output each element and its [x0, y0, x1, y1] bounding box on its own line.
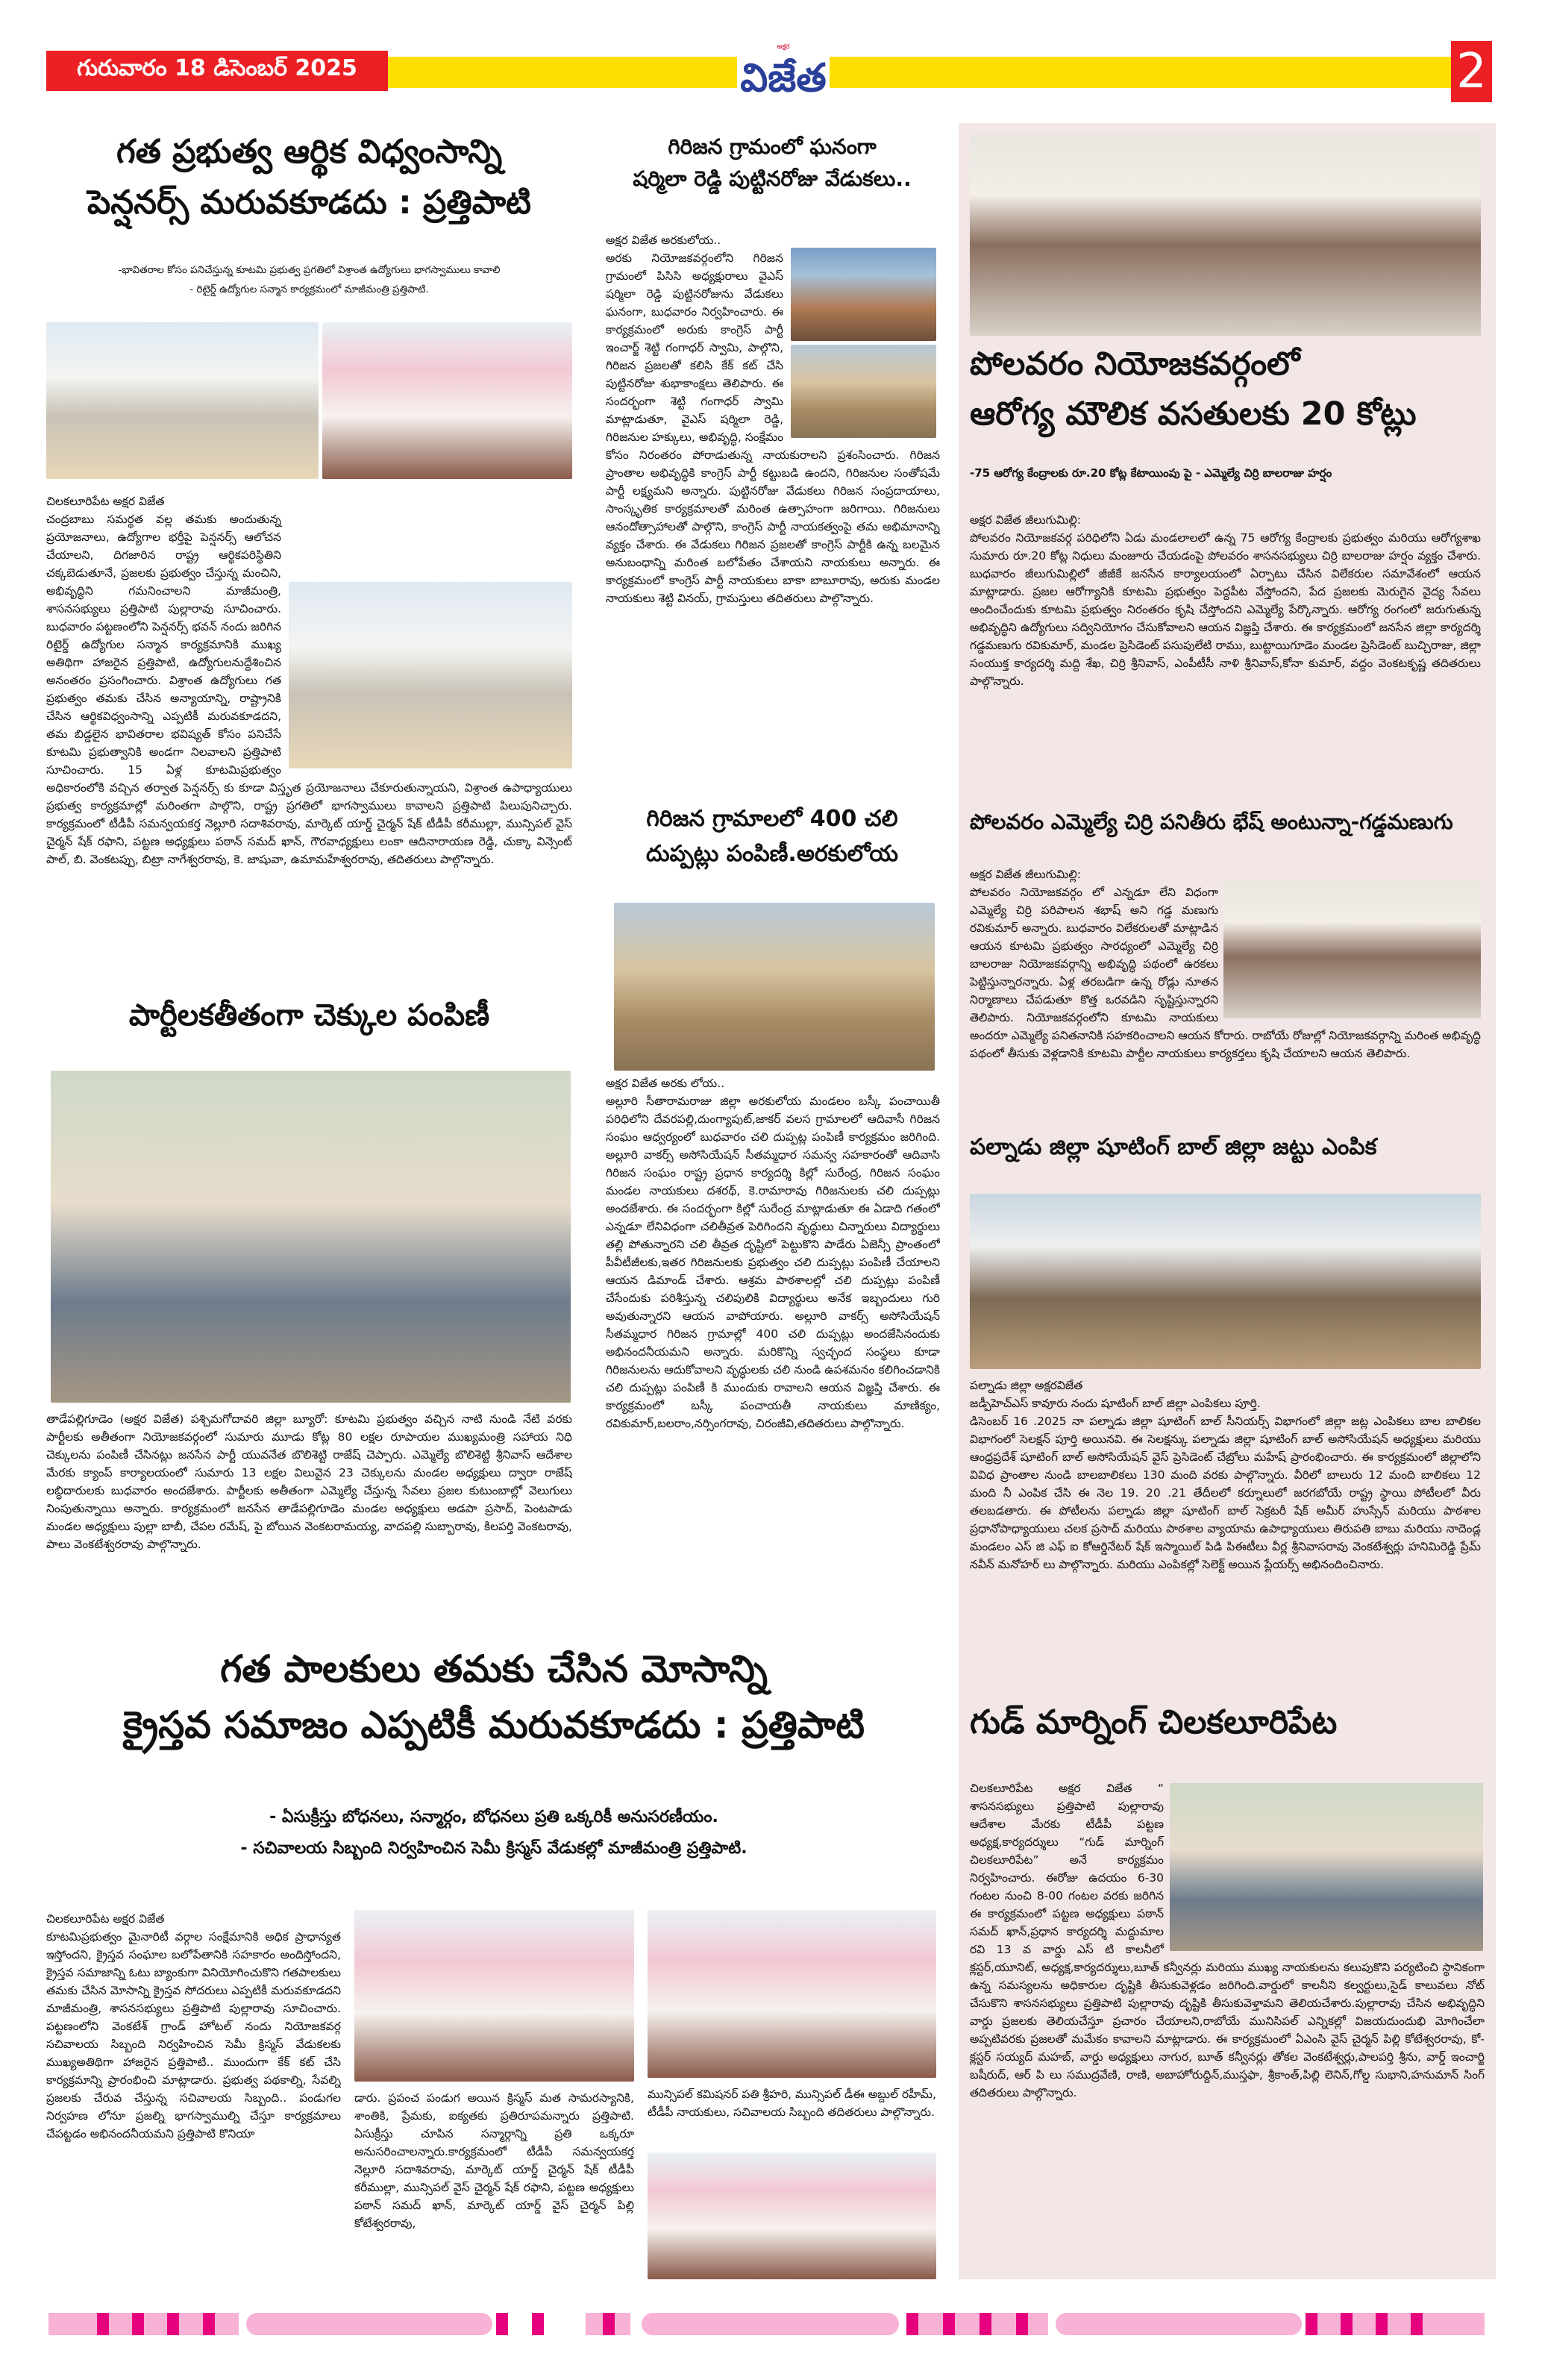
- christmas-headline: [46, 1641, 941, 1753]
- blankets-article-body: [606, 1074, 940, 1626]
- retirees-felicitation-photo-2: [322, 322, 572, 479]
- lead-text: జడ్పీహెచ్ఎస్ కావూరు నందు షూటింగ్ బాల్ జిల్లా ఎంపికలు పూర్తి.: [970, 1397, 1261, 1411]
- dateline: అక్షర విజేత జీలుగుమిల్లి:: [970, 513, 1082, 527]
- good-morning-body: [970, 1779, 1485, 2264]
- christmas-body-col3: మున్సిపల్ కమిషనర్ పతి శ్రీహరి, మున్సిపల్ డీఈ అబ్దుల్ రహీమ్, టీడీపీ నాయకులు, సచివాలయ సిబ్బంది తదితరులు పాల్గొన్నారు.: [648, 2088, 936, 2120]
- article-text: కూటమిప్రభుత్వం మైనారిటీ వర్గాల సంక్షేమానికి అధిక ప్రాధాన్యత ఇస్తోందని, క్రైస్తవ సంఘాల బలోపేతానికి సహకారం అందిస్తోందని, క్రైస్తవ సమాజాన్ని ఓటు బ్యాంకుగా వినియోగించుకొని గతపాలకులు తమకు చేసిన మోసాన్ని క్రైస్తవ సోదరులు ఎప్పటికీ మరువకూడదని మాజీమంత్రి, శాసనసభ్యులు ప్రత్తిపాటి పుల్లారావు సూచించారు. పట్టణంలోని వెంకటేశ్ గ్రాండ్ హోటల్ నందు నియోజకవర్గ సచివాలయ సిబ్బంది నిర్వహించిన సెమీ క్రిస్మస్ వేడుకలకు ముఖ్యఅతిథిగా హాజరైన ప్రత్తిపాటి.. ముందుగా కేక్ కట్ చేసి కార్యక్రమాన్ని ప్రారంభించి మాట్లాడారు. ప్రభుత్వ పథకాల్ని, సేవల్ని ప్రజలకు చేరువ చేస్తున్న సచివాలయ సిబ్బంది.. పండుగల నిర్వహణ లోనూ ప్రజల్ని భాగస్వాముల్ని చేస్తూ కార్యక్రమాలు చేపట్టడం అభినందనీయమని ప్రత్తిపాటి కొనియా: [46, 1930, 341, 2141]
- gaddamanugu-body: [970, 865, 1481, 1119]
- sharmila-article-body: [606, 231, 940, 798]
- pensioners-article-body: [46, 492, 572, 970]
- logo-text: విజేత: [740, 55, 827, 101]
- dateline: అక్షర విజేత అరకులోయ..: [606, 234, 721, 247]
- pensioners-subheads: [46, 261, 572, 299]
- article-text: అరకు నియోజకవర్గంలోని గిరిజన గ్రామంలో పిసిసి అధ్యక్షురాలు వైఎస్ షర్మిలా రెడ్డి పుట్టినరోజును వేడుకలు ఘనంగా, బుధవారం నిర్వహించారు. ఈ కార్యక్రమంలో అరుకు కాంగ్రెస్ పార్టీ ఇంచార్జ్ శెట్టి గంగాధర్ స్వామి, పాల్గొని, గిరిజన ప్రజలతో కలిసి కేక్ కట్ చేసి పుట్టినరోజు శుభాకాంక్షలు తెలిపారు. ఈ సందర్భంగా శెట్టి గంగాధర్ స్వామి మాట్లాడుతూ, వైఎస్ షర్మిలా రెడ్డి, గిరిజనుల హక్కులు, అభివృద్ధి, సంక్షేమం కోసం నిరంతరం పోరాడుతున్న నాయకురాలని ప్రశంసించారు. గిరిజన ప్రాంతాల అభివృద్ధికి కాంగ్రెస్ పార్టీ కట్టుబడి ఉందని, గిరిజనుల సంతోషమే పార్టీ లక్ష్యమని అన్నారు. పుట్టినరోజు వేడుకలు గిరిజన సంప్రదాయాలు, సాంస్కృతిక కార్యక్రమాలతో మరింత ఉత్సాహంగా జరిగాయి. గిరిజనులు ఆనందోత్సాహాలతో పాల్గొని, కాంగ్రెస్ పార్టీ నాయకత్వంపై తమ అభిమానాన్ని వ్యక్తం చేశారు. ఈ వేడుకలు గిరిజన ప్రజలతో కాంగ్రెస్ పార్టీకి ఉన్న బలమైన అనుబంధాన్ని మరింత బలోపేతం చేశాయని నాయకులు అన్నారు. ఈ కార్యక్రమంలో కాంగ్రెస్ పార్టీ నాయకులు బాకా బాబూరావు, అరుకు మండల నాయకులు శెట్టి వినయ్, గ్రామస్తులు తదితరులు పాల్గొన్నారు.: [606, 251, 940, 606]
- gaddamanugu-headline: పోలవరం ఎమ్మెల్యే చిర్రి పనితీరు భేష్ అంటున్నా-గడ్డమణుగు: [970, 809, 1453, 834]
- headline-line: గిరిజన గ్రామంలో ఘనంగా: [668, 134, 877, 159]
- shooting-ball-team-photo: [970, 1194, 1481, 1369]
- polavaram-health-subhead: -75 ఆరోగ్య కేంద్రాలకు రూ.20 కోట్ల కేటాయింపు పై - ఎమ్మెల్యే చిర్రి బాలరాజు హర్షం: [970, 466, 1332, 480]
- sharmila-headline: [604, 131, 940, 195]
- cheques-article-body: తాడేపల్లిగూడెం (అక్షర విజేత) పశ్చిమగోదావరి జిల్లా బ్యూరో: కూటమి ప్రభుత్వం వచ్చిన నాటి నుండి నేటి వరకు పార్టీలకు అతీతంగా నియోజకవర్గంలో సుమారు మూడు కోట్ల 80 లక్షల రూపాయల ముఖ్యమంత్రి సహాయ నిధి చెక్కులను పంపిణీ చేసినట్లు జనసేన పార్టీ యువనేత బొలిశెట్టి రాజేష్ చెప్పారు. ఎమ్మెల్యే బొలిశెట్టి శ్రీనివాస్ ఆదేశాల మేరకు క్యాంప్ కార్యాలయంలో సుమారు 13 లక్షల విలువైన 23 చెక్కులను మండల అధ్యక్షులు ద్వారా రాజేష్ లబ్ధిదారులకు బుధవారం అందజేశారు. పార్టీలకు అతీతంగా ఎమ్మెల్యే చేస్తున్న సేవలు ప్రజల కుటుంబాల్లో వెలుగులు నింపుతున్నాయి అన్నారు. కార్యక్రమంలో జనసేన తాడేపల్లిగూడెం మండల అధ్యక్షులు అడపా ప్రసాద్, పెంటపాడు మండల అధ్యక్షులు పుల్లా బాబీ, చేపల రమేష్, పై బోయిన వెంకటరామయ్య, వాదపల్లి సుబ్బారావు, కిలపర్తి వెంకటరావు, పాలు వెంకటేశ్వరరావు పాల్గొన్నారు.: [46, 1412, 572, 1552]
- headline-line: ఆరోగ్య మౌలిక వసతులకు 20 కోట్లు: [970, 395, 1417, 433]
- article-text: చిలకలూరిపేట అక్షర విజేత “ శాసనసభ్యులు ప్రత్తిపాటి పుల్లారావు ఆదేశాల మేరకు టీడీపీ పట్టణ అధ్యక్ష,కార్యదర్శులు “గుడ్ మార్నింగ్ చిలకలూరిపేట” అనే కార్యక్రమం నిర్వహించారు. ఈరోజు ఉదయం 6-30 గంటల నుంచి 8-00 గంటల వరకు జరిగిన ఈ కార్యక్రమంలో పట్టణ అధ్యక్షులు: [970, 1782, 1164, 1921]
- article-text: పోలవరం నియోజకవర్గ పరిధిలోని ఏడు మండలాలలో ఉన్న 75 ఆరోగ్య కేంద్రాలకు ప్రభుత్వం మరియు ఆరోగ్యశాఖ సుమారు రూ.20 కోట్ల నిధులు మంజూరు చేయడంపై పోలవరం శాసనసభ్యులు చిర్రి బాలరాజు హర్షం వ్యక్తం చేశారు. బుధవారం జీలుగుమిల్లిలో జీజీకే జనసేన కార్యాలయంలో ఏర్పాటు చేసిన విలేకరుల సమావేశంలో ఆయన మాట్లాడారు. ప్రజల ఆరోగ్యానికి కూటమి ప్రభుత్వం పెద్దపీట వేస్తోందని, పేద ప్రజలకు మెరుగైన వైద్య సేవలు అందించేందుకు కూటమి ప్రభుత్వం నిరంతరం కృషి చేస్తోందని ఎమ్మెల్యే పేర్కొన్నారు. ఆరోగ్య రంగంలో జరుగుతున్న అభివృద్ధిని ఉద్యోగులు సద్వినియోగం చేసుకోవాలని ఆయన విజ్ఞప్తి చేశారు. ఈ కార్యక్రమంలో జనసేన జిల్లా కార్యదర్శి గడ్డమణుగు రవికుమార్, మండల ప్రెసిడెంట్ పసుపులేటి రాము, బుట్టాయిగూడెం మండల ప్రెసిడెంట్ బుచ్చిరాజు, జిల్లా సంయుక్త కార్యదర్శి మద్ది శేఖ, చిర్రి శ్రీనివాస్, ఎంపీటీసీ నాళి శ్రీనివాస్,కోనా కుమార్, వద్దం వెంకటకృష్ణ తదితరులు పాల్గొన్నారు.: [970, 531, 1481, 689]
- page-number: 2: [1451, 41, 1492, 102]
- cheques-headline: పార్టీలకతీతంగా చెక్కుల పంపిణీ: [128, 998, 490, 1033]
- headline-line: పోలవరం నియోజకవర్గంలో: [970, 345, 1300, 383]
- dateline: పల్నాడు జిల్లా అక్షరవిజేత: [970, 1379, 1083, 1392]
- subhead: - ఏసుక్రీస్తు బోధనలు, సన్మార్గం, బోధనలు ప్రతి ఒక్కరికీ అనుసరణీయం.: [269, 1808, 718, 1826]
- dateline: అక్షర విజేత జీలుగుమిల్లి:: [970, 868, 1082, 881]
- pensioners-headline: [46, 127, 572, 228]
- masthead-band-right: [830, 57, 1451, 88]
- issue-date: గురువారం 18 డిసెంబర్ 2025: [46, 51, 388, 91]
- headline-line: గిరిజన గ్రామాలలో 400 చలి: [646, 806, 898, 832]
- headline-line: క్రైస్తవ సమాజం ఎప్పటికీ మరువకూడదు : ప్రత్తిపాటి: [123, 1703, 865, 1747]
- footer-decorative-strip: [30, 2313, 1512, 2335]
- polavaram-health-headline: [970, 339, 1481, 439]
- shooting-ball-body: [970, 1377, 1481, 1690]
- headline-line: పెన్షనర్స్ మరువకూడదు : ప్రత్తిపాటి: [87, 184, 532, 222]
- blanket-distribution-photo: [614, 903, 935, 1071]
- dateline: చిలకలూరిపేట అక్షర విజేత: [46, 1912, 165, 1926]
- article-text: పోలవరం నియోజకవర్గం లో ఎన్నడూ లేని విధంగా ఎమ్మెల్యే చిర్రి పరిపాలన శభాష్ అని గడ్డ మణుగు రవికుమార్ అన్నారు. బుధవారం విలేకరులతో మాట్లాడిన ఆయన కూటమి ప్రభుత్వం సారధ్యంలో ఎమ్మెల్యే చిర్రి బాలరాజు నియోజకవర్గాన్ని అభివృద్ధి పథంలో ఉరకలు పెట్టిస్తున్నారన్నారు. ఏళ్ల: [970, 886, 1218, 989]
- article-text: డిసెంబర్ 16 .2025 నా పల్నాడు జిల్లా షూటింగ్ బాల్ సీనియర్స్ విభాగంలో జిల్లా జట్ల ఎంపికలు బాల బాలికల విభాగంలో సెలక్షన్ పూర్తి అయినవి. ఈ సెలక్షన్కు పల్నాడు జిల్లా షూటింగ్ బాల్ అసోసియేషన్ అధ్యక్షులు మరియు ఆంధ్రప్రదేశ్ షూటింగ్ బాల్ అసోసియేషన్ వైస్ ప్రెసిడెంట్ చేబ్రోలు మహేష్ ప్రారంభించారు. ఈ కార్యక్రమంలో జిల్లాలోని వివిధ ప్రాంతాల నుండి బాలబాలికలు 130 మంది వరకు పాల్గొన్నారు. వీరిలో బాలురు 12 మంది బాలికలు 12 మంది నీ ఎంపిక చేసి ఈ నెల 19. 20 .21 తేదీలలో కర్నూలులో జరగబోయే రాష్ట్ర స్థాయి పోటీలలో వీరు తలబడతారు. ఈ పోటీలను పల్నాడు జిల్లా షూటింగ్ బాల్ సెక్రటరీ షేక్ అమీర్ హుస్సేన్ మరియు పాఠశాల ప్రధానోపాధ్యాయులు చలక ప్రసాద్ మరియు పాఠశాల వ్యాయామ ఉపాధ్యాయులు తిరుపతి బాబు మరియు నాదెండ్ల మండలం ఎస్ జి ఎఫ్ ఐ కోఆర్డినేటర్ షేక్ ఇస్మాయిల్ పిడి పిఈటీలు వీర్ల శ్రీనివాసరావు వెంకటేశ్వర్లు హనిమిరెడ్డి ప్రేమ్ నవీన్ మనోహర్ లు పాల్గొన్నారు. మరియు ఎంపికల్లో సెలెక్ట్ అయిన ప్లేయర్స్ అభినందించినారు.: [970, 1415, 1481, 1572]
- semi-christmas-photo-2: [648, 1910, 936, 2078]
- retirees-felicitation-photo-1: [46, 322, 319, 479]
- dateline: అక్షర విజేత అరకు లోయ..: [606, 1077, 725, 1090]
- logo-small-text: అక్షర: [777, 43, 790, 51]
- semi-christmas-photo-3: [648, 2152, 936, 2279]
- headline-line: దుప్పట్లు పంపిణీ.అరకులోయ: [646, 840, 898, 867]
- headline-line: షర్మిలా రెడ్డి పుట్టినరోజు వేడుకలు..: [633, 166, 912, 192]
- cheque-distribution-photo: [51, 1071, 571, 1403]
- newspaper-logo: [739, 43, 828, 118]
- headline-line: గత పాలకులు తమకు చేసిన మోసాన్ని: [220, 1647, 768, 1691]
- dateline: చిలకలూరిపేట అక్షర విజేత: [46, 495, 165, 508]
- shooting-ball-headline: పల్నాడు జిల్లా షూటింగ్ బాల్ జిల్లా జట్టు ఎంపిక: [970, 1134, 1377, 1160]
- semi-christmas-photo-1: [354, 1910, 634, 2082]
- christmas-body-col1: [46, 1910, 341, 2283]
- mla-press-meet-photo: [970, 134, 1481, 336]
- good-morning-headline: గుడ్ మార్నింగ్ చిలకలూరిపేట: [970, 1703, 1338, 1741]
- headline-line: గత ప్రభుత్వ ఆర్థిక విధ్వంసాన్ని: [116, 133, 503, 171]
- subhead: - సచివాలయ సిబ్బంది నిర్వహించిన సెమీ క్రిస్మస్ వేడుకల్లో మాజీమంత్రి ప్రత్తిపాటి.: [240, 1838, 748, 1858]
- retirees-felicitation-photo-3: [289, 582, 572, 768]
- article-text: అల్లూరి సీతారామరాజు జిల్లా అరకులోయ మండలం బస్కీ పంచాయితీ పరిధిలోని దేవరపల్లి,దుంగ్యాపుట్,జాకర్ వలస గ్రామాలలో ఆదివాసీ గిరిజన సంఘం ఆధ్వర్యంలో బుధవారం చలి దుప్పట్ల పంపిణీ కార్యక్రమం జరిగింది. అల్లూరి వాకర్స్ అసోసియేషన్ సీతమ్మధార సమన్వ సహకారంతో ఆదివాసి గిరిజన సంఘం రాష్ట్ర ప్రధాన కార్యదర్శి కిల్లో సురేంద్ర, గిరిజన సంఘం మండల నాయకులు దశరథ్, కె.రామారావు గిరిజనులకు చలి దుప్పట్లు అందజేశారు. ఈ సందర్భంగా కిల్లో సురేంద్ర మాట్లాడుతూ ఈ ఏడాది గతంలో ఎన్నడూ లేనివిధంగా చలితీవ్రత పెరిగిందని వృద్ధులు చిన్నారులు విద్యార్థులు తల్లి పోతున్నారని చలి తీవ్రత దృష్టిలో పెట్టుకొని పాడేరు ఏజెన్సీ ప్రాంతంలో పీవీటీజీలకు,ఇతర గిరిజనులకు ప్రభుత్వం చలి దుప్పట్లు పంపిణీ చేయాలని ఆయన డిమాండ్ చేశారు. ఆశ్రమ పాఠశాలల్లో చలి దుప్పట్లు పంపిణీ చేసేందుకు పరిశీస్తున్న చలిపులికి విద్యార్థులు అనేక ఇబ్బందులు గురి అవుతున్నారని ఆయన వాపోయారు. అల్లూరి వాకర్స్ అసోసియేషన్ సీతమ్మధార గిరిజన గ్రామాల్లో 400 చలి దుప్పట్లు అందజేసినందుకు అభినందనీయమని అన్నారు. మరికొన్ని స్వచ్ఛంద సంస్థలు కూడా గిరిజనులను ఆదుకోవాలని వృద్ధులకు చలి నుండి ఉపశమనం కలిగించడానికి చలి దుప్పట్లు పంపిణీ కి ముందుకు రావాలని ఆయన విజ్ఞప్తి చేశారు. ఈ కార్యక్రమంలో బస్కీ పంచాయతీ నాయకులు మాణిక్యం, రవికుమార్,బలరాం,నర్సింగరావు, చిరంజీవి,తదితరులు పాల్గొన్నారు.: [606, 1095, 940, 1431]
- subhead: - రిటైర్డ్ ఉద్యోగుల సన్మాన కార్యక్రమంలో మాజీమంత్రి ప్రత్తిపాటి.: [189, 283, 429, 295]
- christmas-body-col2: డారు. ప్రపంచ పండుగ అయిన క్రిస్మస్ మత సామరస్యానికి, శాంతికి, ప్రేమకు, ఐక్యతకు ప్రతిరూపమన్నారు ప్రత్తిపాటి. ఏసుక్రీస్తు చూపిన సన్మార్గాన్ని ప్రతి ఒక్కరూ అనుసరించాలన్నారు.కార్యక్రమంలో టీడీపీ సమన్వయకర్త నెల్లూరి సదాశివరావు, మార్కెట్ యార్డ్ చైర్మన్ షేక్ టీడీపీ కరీముల్లా, మున్సిపల్ వైస్ చైర్మన్ షేక్ రఫాని, పట్టణ అధ్యక్షులు పఠాన్ సమద్ ఖాన్, మార్కెట్ యార్డ్ వైస్ చైర్మన్ పిల్లి కోటేశ్వరరావు,: [354, 2091, 634, 2231]
- polavaram-health-body: [970, 511, 1481, 795]
- article-text: తరబడిగా ఉన్న రోడ్లు నూతన నిర్మాణాలు చేపడుతూ కొత్త ఒరవడిని సృష్టిస్తున్నారని తెలిపారు. నియోజకవర్గంలోని కూటమి నాయకులు అందరూ ఎమ్మెల్యే పనితనానికి సహకరించాలని ఆయన కోరారు. రాబోయే రోజుల్లో నియోజకవర్గాన్ని మరింత అభివృద్ధి పథంలో తీసుకు వెళ్లడానికి కూటమి పార్టీల నాయకులు కార్యకర్తలు కృషి చేయాలని ఆయన తెలిపారు.: [970, 975, 1481, 1061]
- article-text: పఠాన్ సమద్ ఖాన్,ప్రధాన కార్యదర్శి మద్దుమాల రవి 13 వ వార్డు ఎస్ టి కాలనీలో క్లస్టర్,యూనిట్, అధ్యక్ష,కార్యదర్శులు,బూత్ కన్వీనర్లు మరియు ముఖ్య నాయకులను కలుపుకొని పర్యటించి స్థానికంగా ఉన్న సమస్యలను అధికారుల దృష్టికి తీసుకువెళ్లడం జరిగింది.వార్డులో కాలనీని కల్వర్టులు,సైడ్ కాలువలు నోట్ చేసుకొని శాసనసభ్యులు ప్రత్తిపాటి పుల్లారావు దృష్టికి తీసుకువెళ్తామని తెలియచేశారు.పుల్లారావు చేసిన అభివృద్ధిని వార్డు ప్రజలకు తెలియచేస్తూ ప్రచారం చేయాలని,రాబోయే మునిసిపల్ ఎన్నికల్లో విజయదుందుభి మోగించేలా అప్పటివరకు ప్రజలతో మమేకం కావాలని మాట్లాడారు. ఈ కార్యక్రమంలో ఏఎంసి వైస్ చైర్మన్ పిల్లి కోటేశ్వరరావు, కో-క్లస్టర్ సయ్యద్ మహబ్, వార్డు అధ్యక్షులు నాగుర, బూత్ కన్వీనర్లు తోకల వెంకటేశ్వర్లు,పాలపర్తి శ్రీను, వార్డ్ ఇంచార్జి బషీరుద్, ఆర్ పి లు సముద్రవేణి, రాణి, అబాహోరుద్దిన్,ముస్తఫా, శ్రీకాంత్,పిల్లి లెనిన్,గోల్డ సుభాని,హనుమాన్ సింగ్ తదితరులు పాల్గొన్నారు.: [970, 1907, 1485, 2100]
- blankets-headline: [604, 802, 940, 871]
- masthead-band-left: [388, 57, 737, 88]
- subhead: -భావితరాల కోసం పనిచేస్తున్న కూటమి ప్రభుత్వ ప్రగతిలో విశ్రాంత ఉద్యోగులు భాగస్వాములు కావాలి: [118, 264, 501, 276]
- christmas-subheads: [46, 1802, 941, 1864]
- article-text: చంద్రబాబు సమర్థత వల్ల తమకు అందుతున్న ప్రయోజనాలు, ఉద్యోగాల భర్తీపై పెన్షనర్స్ ఆలోచన చేయాలని, దిగజారిన రాష్ట్ర ఆర్థికపరిస్థితిని చక్కబెడుతూనే, ప్రజలకు ప్రభుత్వం చేస్తున్న మంచిని, అభివృద్ధిని గమనించాలని మాజీమంత్రి, శాసనసభ్యులు ప్రత్తిపాటి పుల్లారావు సూచించారు. బుధవారం పట్టణంలోని పెన్షనర్స్ భవన్ నందు జరిగిన రిటైర్డ్ ఉద్యోగుల సన్మాన కార్యక్రమానికి ముఖ్య అతిథిగా హాజరైన ప్రత్తిపాటి, ఉద్యోగులనుద్దేశించిన అనంతరం ప్రసంగించారు. విశ్రాంత ఉద్యోగులు గత ప్రభుత్వం తమకు చేసిన అన్యాయాన్ని, రాష్ట్రానికి చేసిన ఆర్థికవిధ్వంసాన్ని ఎప్పటికీ మరువకూడదని, తమ బిడ్డలైన భావితరాల భవిష్యత్ కోసం పనిచేసే కూటమి ప్రభుత్వానికి అండగా నిలవాలని ప్రత్తిపాటి సూచించారు. 15 ఏళ్ల కూటమిప్రభుత్వం అధికారంలోకి వచ్చిన తర్వాత పెన్షనర్స్ కు కూడా విస్తృత ప్రయోజనాలు చేకూరుతున్నాయని, విశ్రాంత ఉపాధ్యాయులు ప్రభుత్వ కార్యక్రమాల్లో మరింతగా పాల్గొని, రాష్ట్ర ప్రగతిలో భాగస్వాములు కావాలని ప్రత్తిపాటి పిలుపునిచ్చారు. కార్యక్రమంలో టీడీపీ సమన్వయకర్త నెల్లూరి సదాశివరావు, మార్కెట్ యార్డ్ చైర్మన్ షేక్ టీడీపీ కరీముల్లా, మున్సిపల్ వైస్ చైర్మన్ షేక్ రఫాని, పట్టణ అధ్యక్షులు పఠాన్ సమద్ ఖాన్, గౌరవాధ్యక్షులు లంకా ఆదినారాయణ రెడ్డి, చుక్కా విన్సెంట్ పాల్, బి. వెంకటప్పు, బిట్రా నాగేశ్వరరావు, కె. జాషువా, ఉమామహేశ్వరరావు, తదితరులు పాల్గొన్నారు.: [46, 513, 572, 867]
